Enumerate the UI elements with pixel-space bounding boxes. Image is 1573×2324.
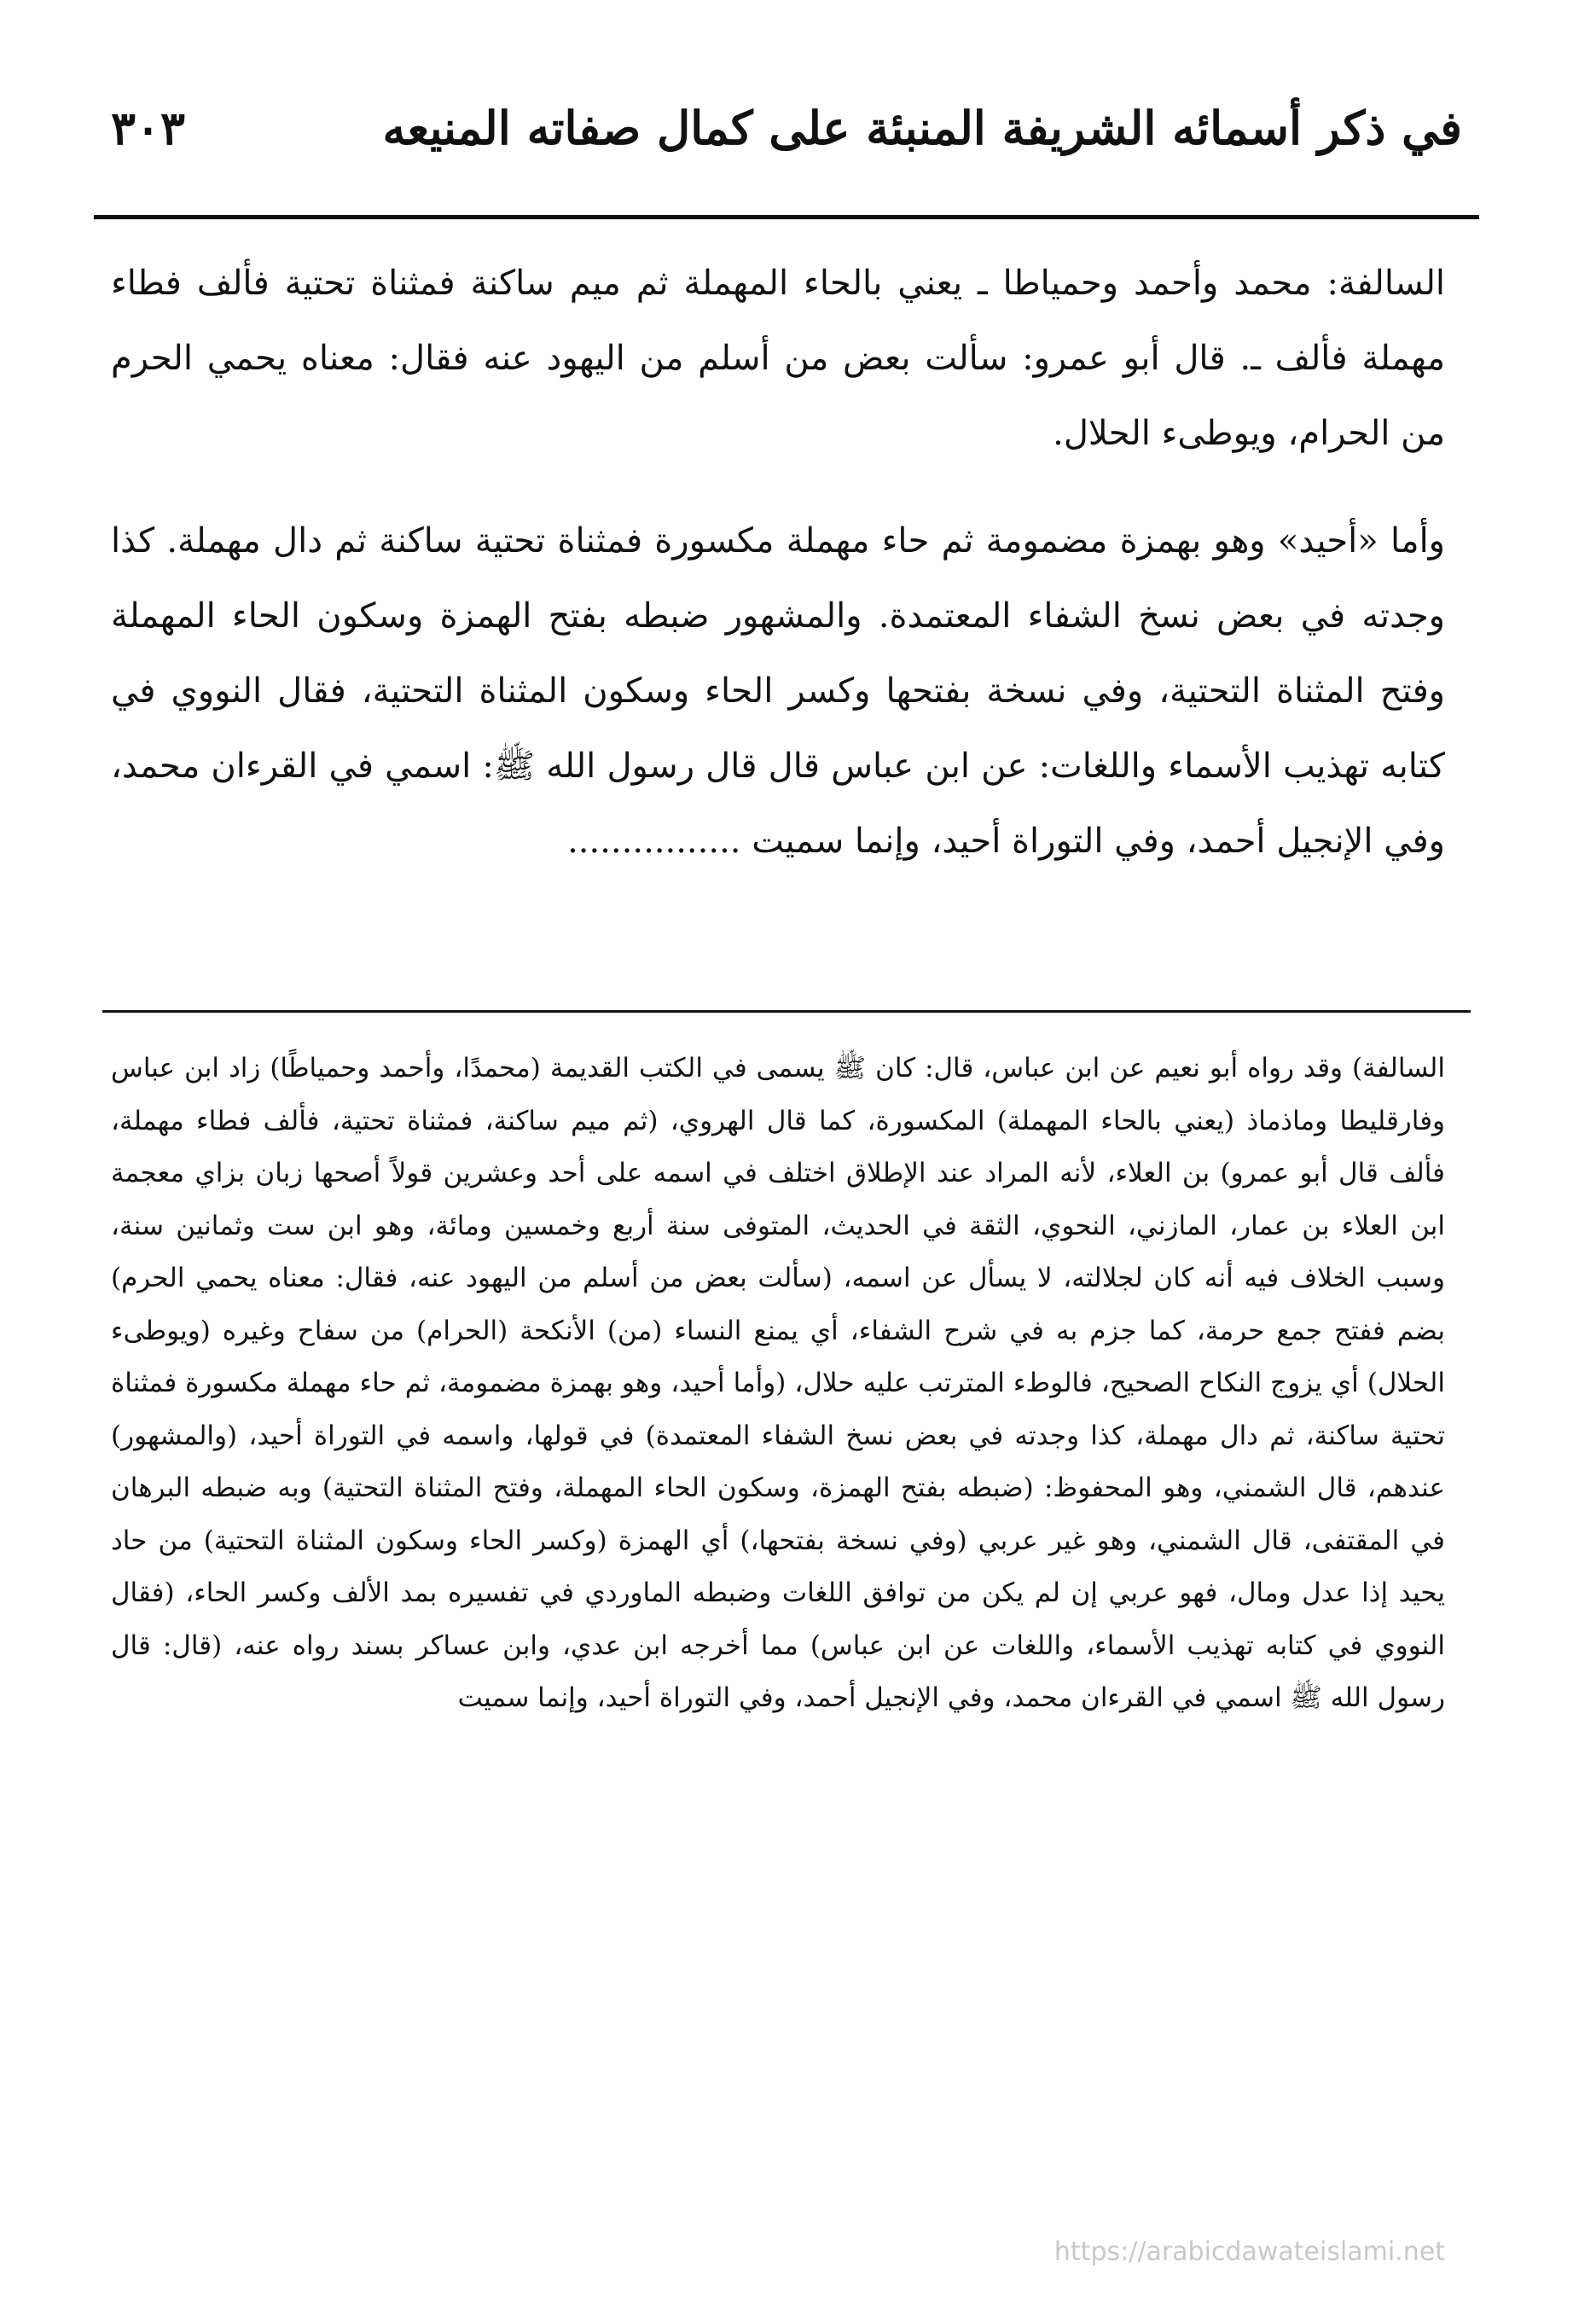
main-text <box>111 246 1445 899</box>
commentary-text <box>111 1043 1445 1725</box>
main-paragraph: وأما «أحيد» وهو بهمزة مضمومة ثم حاء مهملة مكسورة فمثناة تحتية ساكنة ثم دال مهملة. كذا وجدته في بعض نسخ الشفاء المعتمدة. والمشهور ضبطه بفتح الهمزة وسكون الحاء المهملة وفتح المثناة التحتية، وفي نسخة بفتحها وكسر الحاء وسكون المثناة التحتية، فقال النووي في كتابه تهذيب الأسماء واللغات: عن ابن عباس قال قال رسول الله ﷺ: اسمي في القرءان محمد، وفي الإنجيل أحمد، وفي التوراة أحيد، وإنما سميت ................ <box>111 521 1446 861</box>
commentary-paragraph: السالفة) وقد رواه أبو نعيم عن ابن عباس، قال: كان ﷺ يسمى في الكتب القديمة (محمدًا، وأحمد وحمياطًا) زاد ابن عباس وفارقليطا وماذماذ (يعني بالحاء المهملة) المكسورة، كما قال الهروي، (ثم ميم ساكنة، فمثناة تحتية، فألف فطاء مهملة، فألف قال أبو عمرو) بن العلاء، لأنه المراد عند الإطلاق اختلف في اسمه على أحد وعشرين قولاً أصحها زبان بزاي معجمة ابن العلاء بن عمار، المازني، النحوي، الثقة في الحديث، المتوفى سنة أربع وخمسين ومائة، وهو ابن ست وثمانين سنة، وسبب الخلاف فيه أنه كان لجلالته، لا يسأل عن اسمه، (سألت بعض من أسلم من اليهود عنه، فقال: معناه يحمي الحرم) بضم ففتح جمع حرمة، كما جزم به في شرح الشفاء، أي يمنع النساء (من) الأنكحة (الحرام) من سفاح وغيره (ويوطىء الحلال) أي يزوج النكاح الصحيح، فالوطء المترتب عليه حلال، (وأما أحيد، وهو بهمزة مضمومة، ثم حاء مهملة مكسورة فمثناة تحتية ساكنة، ثم دال مهملة، كذا وجدته في بعض نسخ الشفاء المعتمدة) في قولها، واسمه في التوراة أحيد، (والمشهور) عندهم، قال الشمني، وهو المحفوظ: (ضبطه بفتح الهمزة، وسكون الحاء المهملة، وفتح المثناة التحتية) وبه ضبطه البرهان في المقتفى، قال الشمني، وهو غير عربي (وفي نسخة بفتحها،) أي الهمزة (وكسر الحاء وسكون المثناة التحتية) من حاد يحيد إذا عدل ومال، فهو عربي إن لم يكن من توافق اللغات وضبطه الماوردي في تفسيره بمد الألف وكسر الحاء، (فقال النووي في كتابه تهذيب الأسماء، واللغات عن ابن عباس) مما أخرجه ابن عدي، وابن عساكر بسند رواه عنه، (قال: قال رسول الله ﷺ اسمي في القرءان محمد، وفي الإنجيل أحمد، وفي التوراة أحيد، وإنما سميت <box>111 1053 1445 1713</box>
main-paragraph: السالفة: محمد وأحمد وحمياطا ـ يعني بالحاء المهملة ثم ميم ساكنة فمثناة تحتية فألف ‌فطاء مهملة فألف ـ. قال أبو عمرو: سألت بعض من أسلم من اليهود عنه فقال: معناه يحمي الحرم من الحرام، ويوطىء الحلال. <box>111 264 1445 453</box>
running-title: في ذكر أسمائه الشريفة المنبئة على كمال صفاته المنيعه <box>382 101 1462 155</box>
header-rule <box>94 215 1479 219</box>
watermark-url: https://arabicdawateislami.net <box>1054 2237 1445 2267</box>
page-number: ٣٠٣ <box>111 101 186 155</box>
footnote-divider <box>102 1010 1471 1013</box>
page-header <box>94 101 1479 177</box>
